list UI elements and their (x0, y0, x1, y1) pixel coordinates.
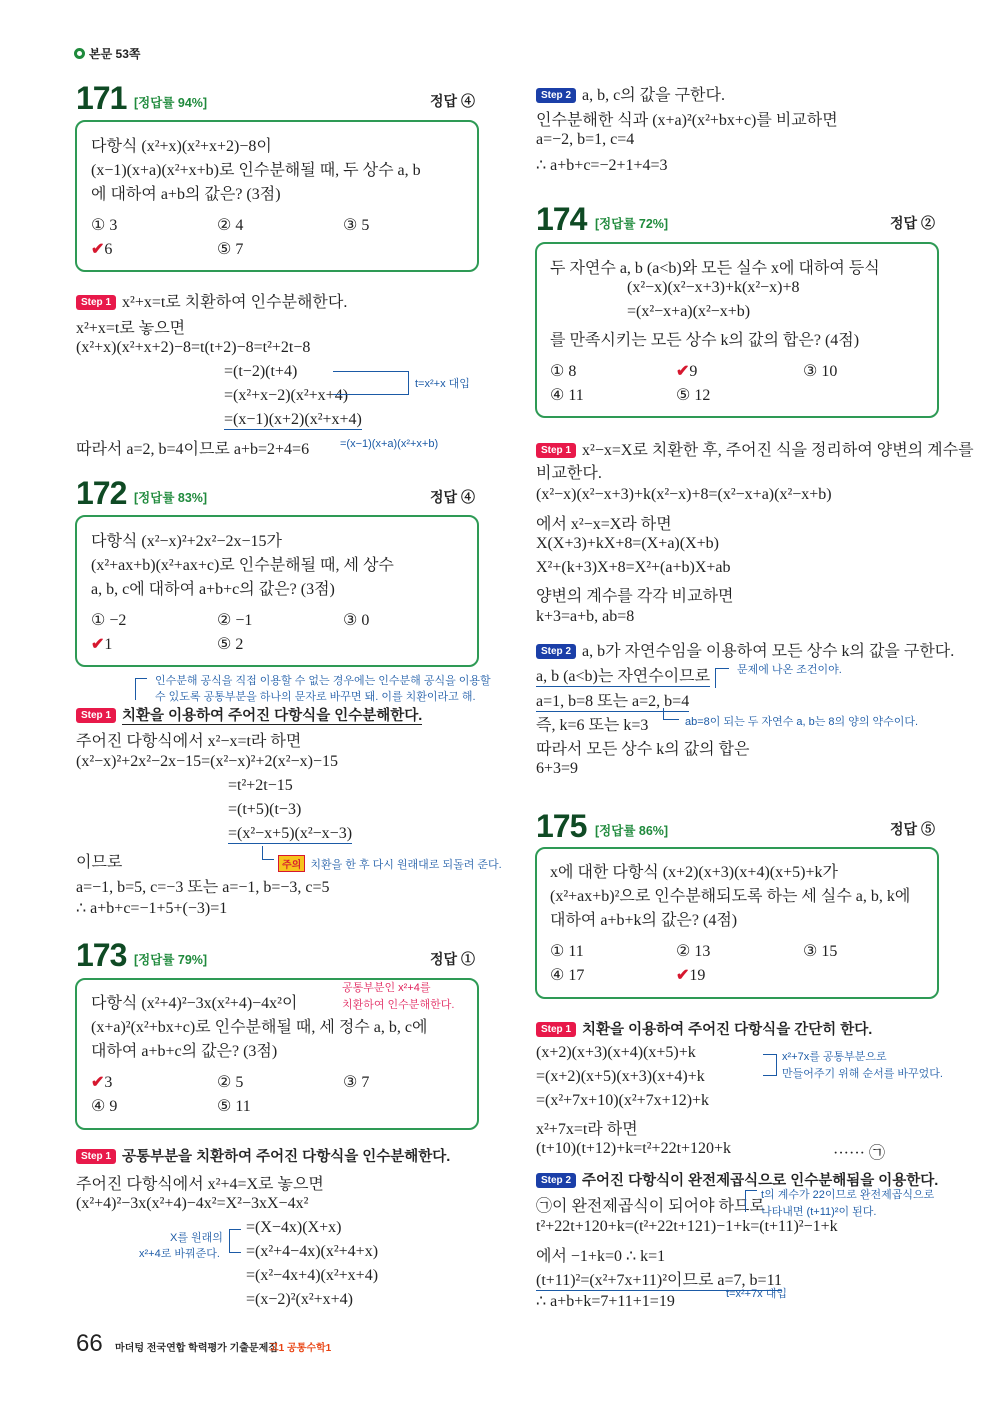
arrow-line (333, 371, 409, 395)
choice: ① −2 (91, 612, 127, 629)
solution-line: X(X+3)+kX+8=(X+a)(X+b) (536, 535, 719, 552)
step-badge: Step 1 (536, 443, 576, 458)
solution-line: (x²−x)²+2x²−2x−15=(x²−x)²+2(x²−x)−15 (76, 753, 338, 770)
choice: ③ 5 (343, 217, 370, 234)
answer: 정답 ② (890, 215, 935, 231)
solution-line: =(x−2)²(x²+x+4) (246, 1291, 353, 1308)
step-title: 주어진 다항식이 완전제곱식으로 인수분해됨을 이용한다. (582, 1173, 939, 1189)
solution-line: a, b (a<b)는 자연수이므로 (536, 663, 710, 687)
choice: ① 3 (91, 217, 118, 234)
solution-line: x²+7x=t라 하면 (536, 1121, 638, 1138)
section-ref: 본문 53쪽 (89, 47, 141, 61)
choice-correct (91, 1072, 112, 1092)
solution-line: 따라서 모든 상수 k의 값의 합은 (536, 741, 750, 758)
arrow-line (715, 668, 729, 688)
choice: ④ 9 (91, 1098, 118, 1115)
answer: 정답 ④ (430, 489, 475, 505)
annotation: t=x²+x 대입 (415, 378, 470, 390)
solution-line: 주어진 다항식에서 x²+4=X로 놓으면 (76, 1176, 324, 1193)
solution-line: ㉠이 완전제곱식이 되어야 하므로 (536, 1198, 765, 1215)
arrow-line (229, 1229, 241, 1253)
solution-line: (t+10)(t+12)+k=t²+22t+120+k (536, 1140, 732, 1157)
problem-text: 다항식 (x²−x)²+2x²−2x−15가 (91, 533, 282, 550)
step-title: 비교한다. (536, 465, 602, 482)
choice-value: 6 (104, 241, 113, 258)
choice-value: 19 (689, 967, 706, 984)
choice-correct (91, 239, 112, 259)
choice: ③ 7 (343, 1074, 370, 1091)
annotation: x²+7x를 공통부분으로 (782, 1051, 887, 1063)
choice: ② 13 (676, 943, 711, 960)
step-badge: Step 1 (76, 708, 116, 723)
arrow-line (763, 1054, 777, 1076)
annotation: x²+4로 바꿔준다. (139, 1248, 220, 1260)
book-title: 마더텅 전국연합 학력평가 기출문제집 (115, 1343, 278, 1354)
choice-correct (676, 361, 697, 381)
equation-marker: ······ ㉠ (833, 1145, 885, 1162)
problem-text: 대하여 a+b+k의 값은? (4점) (550, 912, 738, 929)
problem-text: (x+a)²(x²+bx+c)로 인수분해될 때, 세 정수 a, b, c에 (91, 1019, 428, 1036)
answer: 정답 ④ (430, 93, 475, 109)
arrow-line (663, 708, 679, 720)
check-icon: ✔ (676, 967, 690, 984)
step-heading (76, 1145, 450, 1166)
annotation: 나타내면 (t+11)²이 된다. (761, 1206, 877, 1218)
solution-line: =(t+5)(t−3) (228, 801, 302, 818)
solution-line: X²+(k+3)X+8=X²+(a+b)X+ab (536, 559, 731, 576)
step-title: x²+x=t로 치환하여 인수분해한다. (122, 294, 348, 311)
solution-line: 에서 x²−x=X라 하면 (536, 516, 672, 533)
accuracy-rate: [정답률 79%] (134, 953, 208, 967)
accuracy-rate: [정답률 86%] (595, 824, 669, 838)
problem-text: (x²−x)(x²−x+3)+k(x²−x)+8 (627, 279, 800, 296)
answer: 정답 ① (430, 951, 475, 967)
annotation: t의 계수가 22이므로 완전제곱식으로 (761, 1189, 935, 1201)
choice: ② −1 (217, 612, 253, 629)
problem-number: 174 (536, 201, 587, 237)
step-badge: Step 2 (536, 644, 576, 659)
check-icon: ✔ (676, 363, 690, 380)
annotation: 공통부분인 x²+4를 (342, 982, 431, 994)
solution-line: a=−2, b=1, c=4 (536, 131, 635, 148)
choice: ⑤ 7 (217, 241, 244, 258)
problem-text: 두 자연수 a, b (a<b)와 모든 실수 x에 대하여 등식 (550, 260, 880, 277)
annotation: 문제에 나온 조건이야. (737, 664, 842, 676)
book-subject: 고1 공통수학1 (269, 1343, 332, 1354)
choice: ⑤ 11 (217, 1098, 251, 1115)
annotation: ab=8이 되는 두 자연수 a, b는 8의 양의 약수이다. (685, 716, 919, 728)
step-heading (536, 638, 954, 661)
step-title: 치환을 이용하여 주어진 다항식을 인수분해한다. (122, 708, 423, 724)
arrow-line (262, 846, 274, 860)
solution-line: 이므로 (76, 854, 123, 871)
solution-line: =(x−1)(x+2)(x²+x+4) (224, 411, 362, 428)
step-badge: Step 1 (536, 1022, 576, 1037)
step-title: 공통부분을 치환하여 주어진 다항식을 인수분해한다. (122, 1149, 451, 1165)
warning-text: 치환을 한 후 다시 원래대로 되돌려 준다. (310, 859, 502, 871)
choice-value: 3 (104, 1074, 113, 1091)
solution-line: =(x²+4−4x)(x²+4+x) (246, 1243, 379, 1260)
warning-note (278, 855, 502, 872)
solution-line: 6+3=9 (536, 760, 579, 777)
step-heading (536, 82, 725, 105)
solution-line: (x+2)(x+3)(x+4)(x+5)+k (536, 1044, 696, 1061)
solution-line: t²+22t+120+k=(t²+22t+121)−1+k=(t+11)²−1+k (536, 1218, 838, 1235)
solution-line: =(x²−x+5)(x²−x−3) (228, 825, 353, 842)
problem-number: 172 (76, 475, 127, 511)
solution-line: (t+11)²=(x²+7x+11)²이므로 a=7, b=11 (536, 1267, 782, 1291)
solution-line: =(x²−4x+4)(x²+x+4) (246, 1267, 379, 1284)
choice: ③ 10 (803, 363, 838, 380)
step-heading (536, 1018, 872, 1039)
step-heading (76, 289, 347, 312)
solution-line: =(t−2)(t+4) (224, 363, 298, 380)
step-title: 치환을 이용하여 주어진 다항식을 간단히 한다. (582, 1022, 873, 1038)
solution-line: ∴ a+b+c=−1+5+(−3)=1 (76, 900, 228, 917)
choice: ④ 17 (550, 967, 585, 984)
step-title: a, b, c의 값을 구한다. (582, 87, 725, 104)
solution-line: (x²+4)²−3x(x²+4)−4x²=X²−3xX−4x² (76, 1195, 309, 1212)
choice-correct (91, 634, 112, 654)
page-number: 66 (76, 1330, 103, 1357)
accuracy-rate: [정답률 72%] (595, 217, 669, 231)
check-icon: ✔ (91, 636, 105, 653)
circle-icon (74, 48, 85, 59)
solution-line: a=−1, b=5, c=−3 또는 a=−1, b=−3, c=5 (76, 879, 330, 896)
annotation: 수 있도록 공통부분을 하나의 문자로 바꾸면 돼. 이를 치환이라고 해. (155, 691, 476, 703)
annotation: =(x−1)(x+a)(x²+x+b) (340, 438, 439, 450)
choice: ⑤ 12 (676, 387, 711, 404)
annotation: 인수분해 공식을 직접 이용할 수 없는 경우에는 인수분해 공식을 이용할 (155, 675, 491, 687)
solution-line: =(x²+7x+10)(x²+7x+12)+k (536, 1092, 710, 1109)
step-heading (536, 437, 974, 460)
solution-line: 즉, k=6 또는 k=3 (536, 717, 649, 734)
problem-text: x에 대한 다항식 (x+2)(x+3)(x+4)(x+5)+k가 (550, 864, 838, 881)
annotation: t=x²+7x 대입 (726, 1288, 787, 1300)
step-badge: Step 2 (536, 88, 576, 103)
arrow-line (135, 678, 147, 700)
problem-number: 173 (76, 937, 127, 973)
solution-line: =(x+2)(x+5)(x+3)(x+4)+k (536, 1068, 705, 1085)
solution-line: =(X−4x)(X+x) (246, 1219, 342, 1236)
step-badge: Step 1 (76, 295, 116, 310)
choice: ④ 11 (550, 387, 584, 404)
problem-text: (x−1)(x+a)(x²+x+b)로 인수분해될 때, 두 상수 a, b (91, 162, 421, 179)
annotation: 만들어주기 위해 순서를 바꾸었다. (782, 1068, 943, 1080)
check-icon: ✔ (91, 241, 105, 258)
solution-line: 양변의 계수를 각각 비교하면 (536, 588, 734, 605)
answer: 정답 ⑤ (890, 821, 935, 837)
solution-line: a=1, b=8 또는 a=2, b=4 (536, 688, 689, 712)
step-badge: Step 2 (536, 1173, 576, 1188)
choice: ② 5 (217, 1074, 244, 1091)
step-title: a, b가 자연수임을 이용하여 모든 상수 k의 값을 구한다. (582, 643, 955, 660)
solution-line: (x²−x)(x²−x+3)+k(x²−x)+8=(x²−x+a)(x²−x+b) (536, 486, 832, 503)
choice: ① 11 (550, 943, 584, 960)
step-badge: Step 1 (76, 1149, 116, 1164)
problem-number: 175 (536, 808, 587, 844)
solution-line: ∴ a+b+k=7+11+1=19 (536, 1293, 675, 1310)
problem-text: 다항식 (x²+x)(x²+x+2)−8이 (91, 138, 272, 155)
solution-line: 에서 −1+k=0 ∴ k=1 (536, 1248, 666, 1265)
choice: ③ 15 (803, 943, 838, 960)
problem-text: 에 대하여 a+b의 값은? (3점) (91, 186, 281, 203)
annotation: X를 원래의 (170, 1232, 223, 1244)
solution-line: k+3=a+b, ab=8 (536, 608, 635, 625)
problem-text: (x²+ax+b)²으로 인수분해되도록 하는 세 실수 a, b, k에 (550, 888, 911, 905)
choice-value: 1 (104, 636, 113, 653)
solution-line: 따라서 a=2, b=4이므로 a+b=2+4=6 (76, 441, 310, 458)
warning-badge: 주의 (278, 855, 305, 872)
page-section-label (74, 45, 140, 62)
step-heading (76, 704, 422, 725)
accuracy-rate: [정답률 83%] (134, 491, 208, 505)
solution-line: (x²+x)(x²+x+2)−8=t(t+2)−8=t²+2t−8 (76, 339, 311, 356)
problem-text: a, b, c에 대하여 a+b+c의 값은? (3점) (91, 581, 335, 598)
choice-value: 9 (689, 363, 698, 380)
problem-text: (x²+ax+b)(x²+ax+c)로 인수분해될 때, 세 상수 (91, 557, 394, 574)
solution-line: 주어진 다항식에서 x²−x=t라 하면 (76, 733, 302, 750)
choice-correct (676, 965, 705, 985)
arrow-line (745, 1190, 757, 1212)
solution-line: 인수분해한 식과 (x+a)²(x²+bx+c)를 비교하면 (536, 112, 838, 129)
step-title: x²−x=X로 치환한 후, 주어진 식을 정리하여 양변의 계수를 (582, 442, 974, 459)
problem-text: 다항식 (x²+4)²−3x(x²+4)−4x²이 (91, 995, 298, 1012)
solution-line: =(x²+x−2)(x²+x+4) (224, 387, 349, 404)
check-icon: ✔ (91, 1074, 105, 1091)
choice: ③ 0 (343, 612, 370, 629)
solution-line: =t²+2t−15 (228, 777, 293, 794)
accuracy-rate: [정답률 94%] (134, 96, 208, 110)
problem-text: =(x²−x+a)(x²−x+b) (627, 303, 751, 320)
problem-text: 를 만족시키는 모든 상수 k의 값의 합은? (4점) (550, 332, 860, 349)
solution-line: x²+x=t로 놓으면 (76, 320, 186, 337)
solution-line: ∴ a+b+c=−2+1+4=3 (536, 157, 668, 174)
choice: ① 8 (550, 363, 577, 380)
annotation: 치환하여 인수분해한다. (342, 999, 455, 1011)
choice: ② 4 (217, 217, 244, 234)
problem-text: 대하여 a+b+c의 값은? (3점) (91, 1043, 278, 1060)
choice: ⑤ 2 (217, 636, 244, 653)
problem-number: 171 (76, 80, 127, 116)
